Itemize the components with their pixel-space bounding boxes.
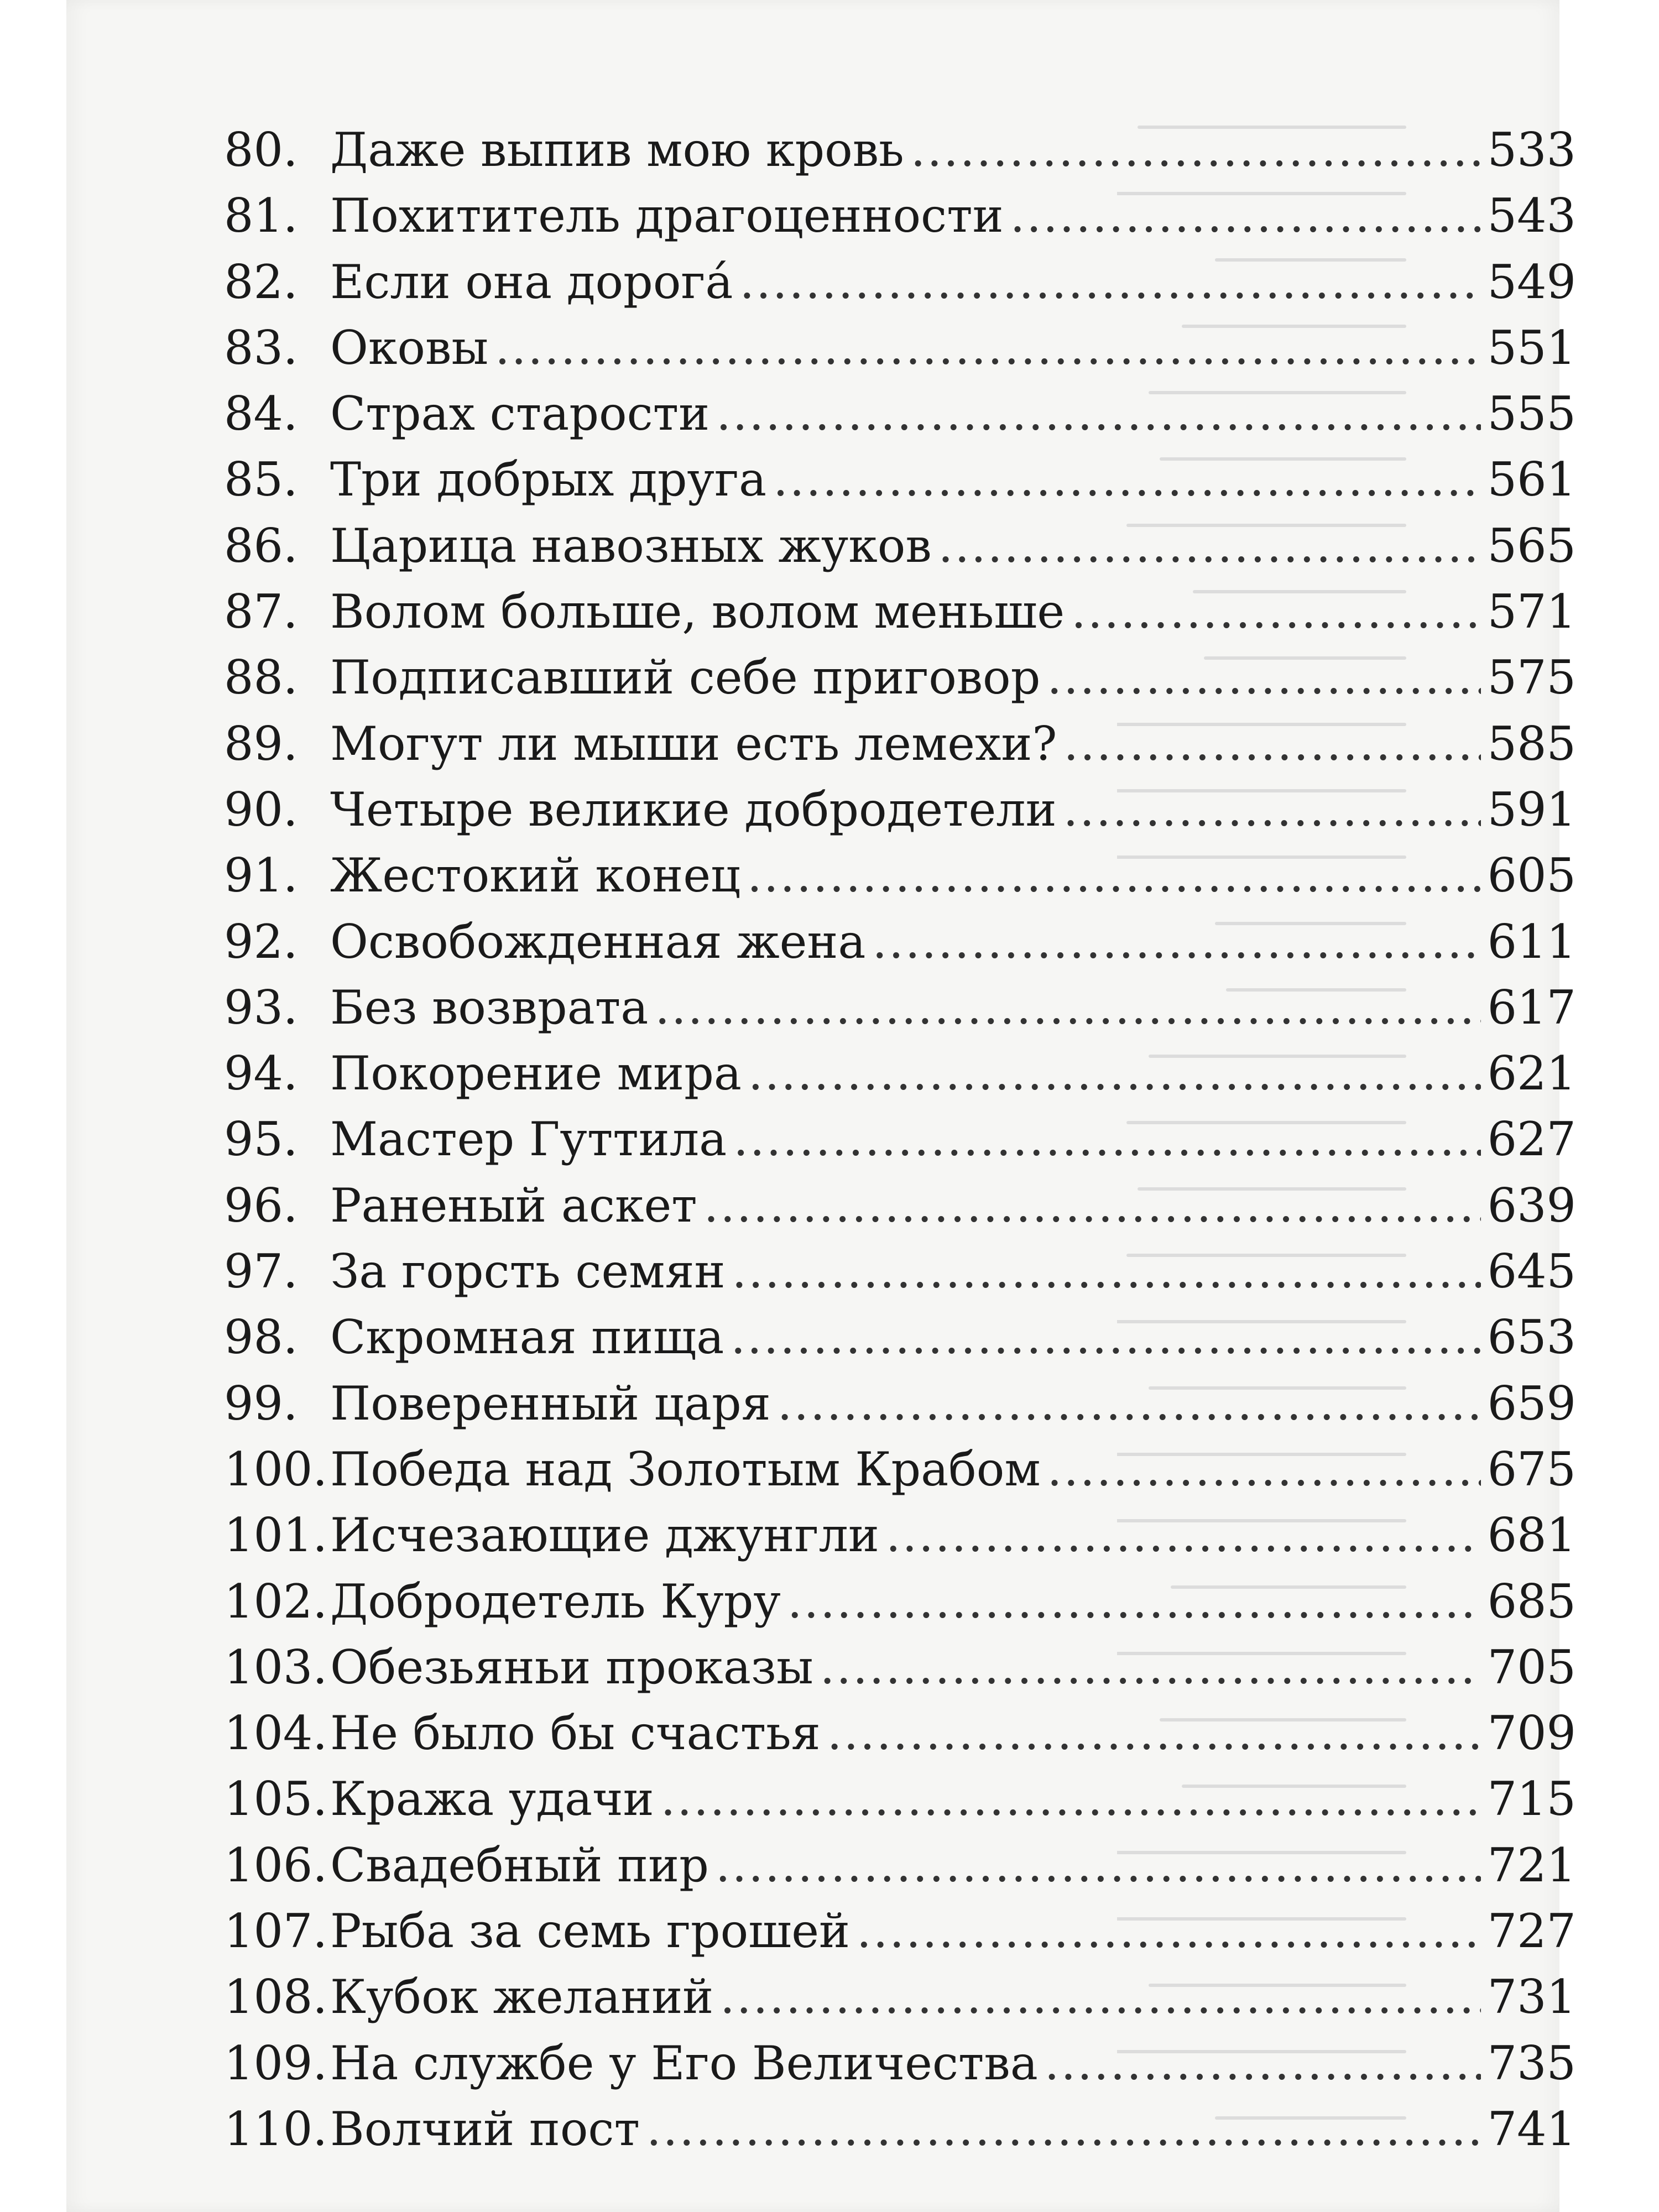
dot-leader <box>1010 183 1481 249</box>
entry-title: За горсть семян <box>330 1244 726 1299</box>
dot-leader <box>732 1239 1481 1305</box>
entry-page-number: 617 <box>1487 980 1576 1035</box>
entry-page-number: 533 <box>1487 123 1576 177</box>
entry-number: 93. <box>224 980 298 1035</box>
toc-entry <box>224 777 1576 843</box>
dot-leader <box>778 1371 1481 1437</box>
toc-entry <box>224 1041 1576 1107</box>
entry-title: На службе у Его Величества <box>330 2036 1038 2090</box>
toc-entry <box>224 117 1576 183</box>
entry-page-number: 543 <box>1487 189 1576 243</box>
entry-title: Скромная пища <box>330 1310 724 1365</box>
entry-title: Победа над Золотым Крабом <box>330 1442 1041 1496</box>
table-of-contents <box>224 117 1576 2162</box>
entry-title: Три добрых друга <box>330 452 767 507</box>
entry-number: 84. <box>224 387 298 441</box>
dot-leader <box>720 1964 1480 2030</box>
toc-entry <box>224 579 1576 645</box>
entry-page-number: 621 <box>1487 1046 1576 1101</box>
dot-leader <box>1063 711 1480 777</box>
entry-page-number: 715 <box>1487 1772 1576 1827</box>
entry-title: Мастер Гуттила <box>330 1112 727 1167</box>
toc-entry <box>224 249 1576 315</box>
entry-number: 98. <box>224 1310 298 1365</box>
entry-page-number: 735 <box>1487 2036 1576 2090</box>
entry-title: Могут ли мыши есть лемехи? <box>330 716 1057 771</box>
toc-entry <box>224 447 1576 513</box>
entry-number: 81. <box>224 189 298 243</box>
entry-page-number: 639 <box>1487 1178 1576 1233</box>
dot-leader <box>787 1569 1481 1635</box>
entry-title: Обезьяньи проказы <box>330 1640 813 1694</box>
dot-leader <box>1063 777 1481 843</box>
toc-entry <box>224 315 1576 381</box>
entry-number: 87. <box>224 585 298 639</box>
toc-entry <box>224 1173 1576 1239</box>
dot-leader <box>495 315 1481 381</box>
entry-page-number: 741 <box>1487 2101 1576 2156</box>
dot-leader <box>716 1833 1481 1898</box>
entry-title: Рыба за семь грошей <box>330 1904 850 1959</box>
toc-entry <box>224 1371 1576 1437</box>
toc-entry <box>224 909 1576 975</box>
dot-leader <box>733 1107 1480 1172</box>
dot-leader <box>1047 645 1480 711</box>
entry-number: 106. <box>224 1838 328 1892</box>
toc-entry <box>224 1305 1576 1370</box>
dot-leader <box>739 249 1480 315</box>
entry-number: 104. <box>224 1706 328 1761</box>
entry-number: 107. <box>224 1904 328 1959</box>
entry-number: 94. <box>224 1046 298 1101</box>
entry-title: Страх старости <box>330 387 710 441</box>
entry-title: Четыре великие добродетели <box>330 782 1057 837</box>
entry-number: 97. <box>224 1244 298 1299</box>
entry-number: 82. <box>224 254 298 309</box>
dot-leader <box>857 1898 1481 1964</box>
entry-title: Если она дорогá <box>330 254 733 309</box>
entry-page-number: 675 <box>1487 1442 1576 1496</box>
entry-page-number: 627 <box>1487 1112 1576 1167</box>
dot-leader <box>886 1503 1481 1568</box>
entry-title: Без возврата <box>330 980 649 1035</box>
dot-leader <box>911 117 1481 183</box>
entry-page-number: 555 <box>1487 387 1576 441</box>
dot-leader <box>820 1635 1481 1700</box>
entry-number: 96. <box>224 1178 298 1233</box>
entry-page-number: 721 <box>1487 1838 1576 1892</box>
toc-entry <box>224 1503 1576 1568</box>
dot-leader <box>938 513 1481 579</box>
entry-page-number: 585 <box>1487 716 1576 771</box>
dot-leader <box>827 1700 1481 1766</box>
toc-entry <box>224 1635 1576 1700</box>
entry-title: Волом больше, волом меньше <box>330 585 1065 639</box>
dot-leader <box>1047 1437 1481 1503</box>
entry-title: Подписавший себе приговор <box>330 650 1041 705</box>
entry-title: Освобожденная жена <box>330 914 866 969</box>
entry-number: 101. <box>224 1508 328 1563</box>
entry-number: 100. <box>224 1442 328 1496</box>
toc-entry <box>224 1833 1576 1898</box>
entry-title: Похититель драгоценности <box>330 189 1004 243</box>
toc-entry <box>224 645 1576 711</box>
entry-number: 99. <box>224 1376 298 1431</box>
dot-leader <box>872 909 1480 975</box>
entry-title: Царица навозных жуков <box>330 518 932 573</box>
entry-number: 86. <box>224 518 298 573</box>
entry-number: 83. <box>224 320 298 375</box>
entry-number: 89. <box>224 716 298 771</box>
toc-entry <box>224 2031 1576 2096</box>
entry-number: 105. <box>224 1772 328 1827</box>
entry-title: Кубок желаний <box>330 1970 714 2025</box>
entry-page-number: 575 <box>1487 650 1576 705</box>
entry-title: Поверенный царя <box>330 1376 771 1431</box>
entry-number: 110. <box>224 2101 328 2156</box>
entry-title: Оковы <box>330 320 489 375</box>
entry-page-number: 653 <box>1487 1310 1576 1365</box>
entry-page-number: 551 <box>1487 320 1576 375</box>
toc-entry <box>224 975 1576 1041</box>
dot-leader <box>704 1173 1481 1239</box>
entry-page-number: 727 <box>1487 1904 1576 1959</box>
toc-entry <box>224 183 1576 249</box>
toc-entry <box>224 1239 1576 1305</box>
entry-title: Добродетель Куру <box>330 1574 781 1629</box>
entry-title: Даже выпив мою кровь <box>330 123 904 177</box>
entry-number: 109. <box>224 2036 328 2090</box>
toc-entry <box>224 1766 1576 1832</box>
entry-page-number: 605 <box>1487 848 1576 903</box>
dot-leader <box>773 447 1481 513</box>
entry-number: 108. <box>224 1970 328 2025</box>
entry-page-number: 681 <box>1487 1508 1576 1563</box>
toc-entry <box>224 1107 1576 1172</box>
dot-leader <box>747 843 1481 909</box>
toc-entry <box>224 1437 1576 1503</box>
entry-page-number: 611 <box>1487 914 1576 969</box>
entry-number: 103. <box>224 1640 328 1694</box>
dot-leader <box>731 1305 1480 1370</box>
entry-number: 80. <box>224 123 298 177</box>
toc-entry <box>224 843 1576 909</box>
toc-entry <box>224 381 1576 447</box>
entry-page-number: 705 <box>1487 1640 1576 1694</box>
book-page <box>66 0 1576 2212</box>
dot-leader <box>748 1041 1481 1107</box>
entry-page-number: 565 <box>1487 518 1576 573</box>
dot-leader <box>716 381 1481 447</box>
toc-entry <box>224 711 1576 777</box>
entry-page-number: 685 <box>1487 1574 1576 1629</box>
dot-leader <box>661 1766 1481 1832</box>
toc-entry <box>224 2096 1576 2162</box>
entry-page-number: 709 <box>1487 1706 1576 1761</box>
toc-entry <box>224 1700 1576 1766</box>
entry-title: Свадебный пир <box>330 1838 709 1892</box>
toc-entry <box>224 1964 1576 2030</box>
entry-number: 91. <box>224 848 298 903</box>
entry-title: Жестокий конец <box>330 848 741 903</box>
entry-title: Не было бы счастья <box>330 1706 821 1761</box>
entry-page-number: 659 <box>1487 1376 1576 1431</box>
entry-number: 95. <box>224 1112 298 1167</box>
entry-page-number: 645 <box>1487 1244 1576 1299</box>
toc-entry <box>224 513 1576 579</box>
dot-leader <box>1045 2031 1481 2096</box>
entry-page-number: 591 <box>1487 782 1576 837</box>
entry-title: Раненый аскет <box>330 1178 697 1233</box>
dot-leader <box>646 2096 1481 2162</box>
entry-number: 90. <box>224 782 298 837</box>
entry-title: Покорение мира <box>330 1046 742 1101</box>
toc-entry <box>224 1898 1576 1964</box>
entry-number: 92. <box>224 914 298 969</box>
entry-page-number: 731 <box>1487 1970 1576 2025</box>
entry-number: 85. <box>224 452 298 507</box>
dot-leader <box>1071 579 1481 645</box>
dot-leader <box>655 975 1480 1041</box>
entry-title: Кража удачи <box>330 1772 654 1827</box>
entry-title: Исчезающие джунгли <box>330 1508 879 1563</box>
entry-title: Волчий пост <box>330 2101 640 2156</box>
entry-number: 102. <box>224 1574 328 1629</box>
entry-page-number: 549 <box>1487 254 1576 309</box>
entry-page-number: 561 <box>1487 452 1576 507</box>
entry-page-number: 571 <box>1487 585 1576 639</box>
entry-number: 88. <box>224 650 298 705</box>
toc-entry <box>224 1569 1576 1635</box>
